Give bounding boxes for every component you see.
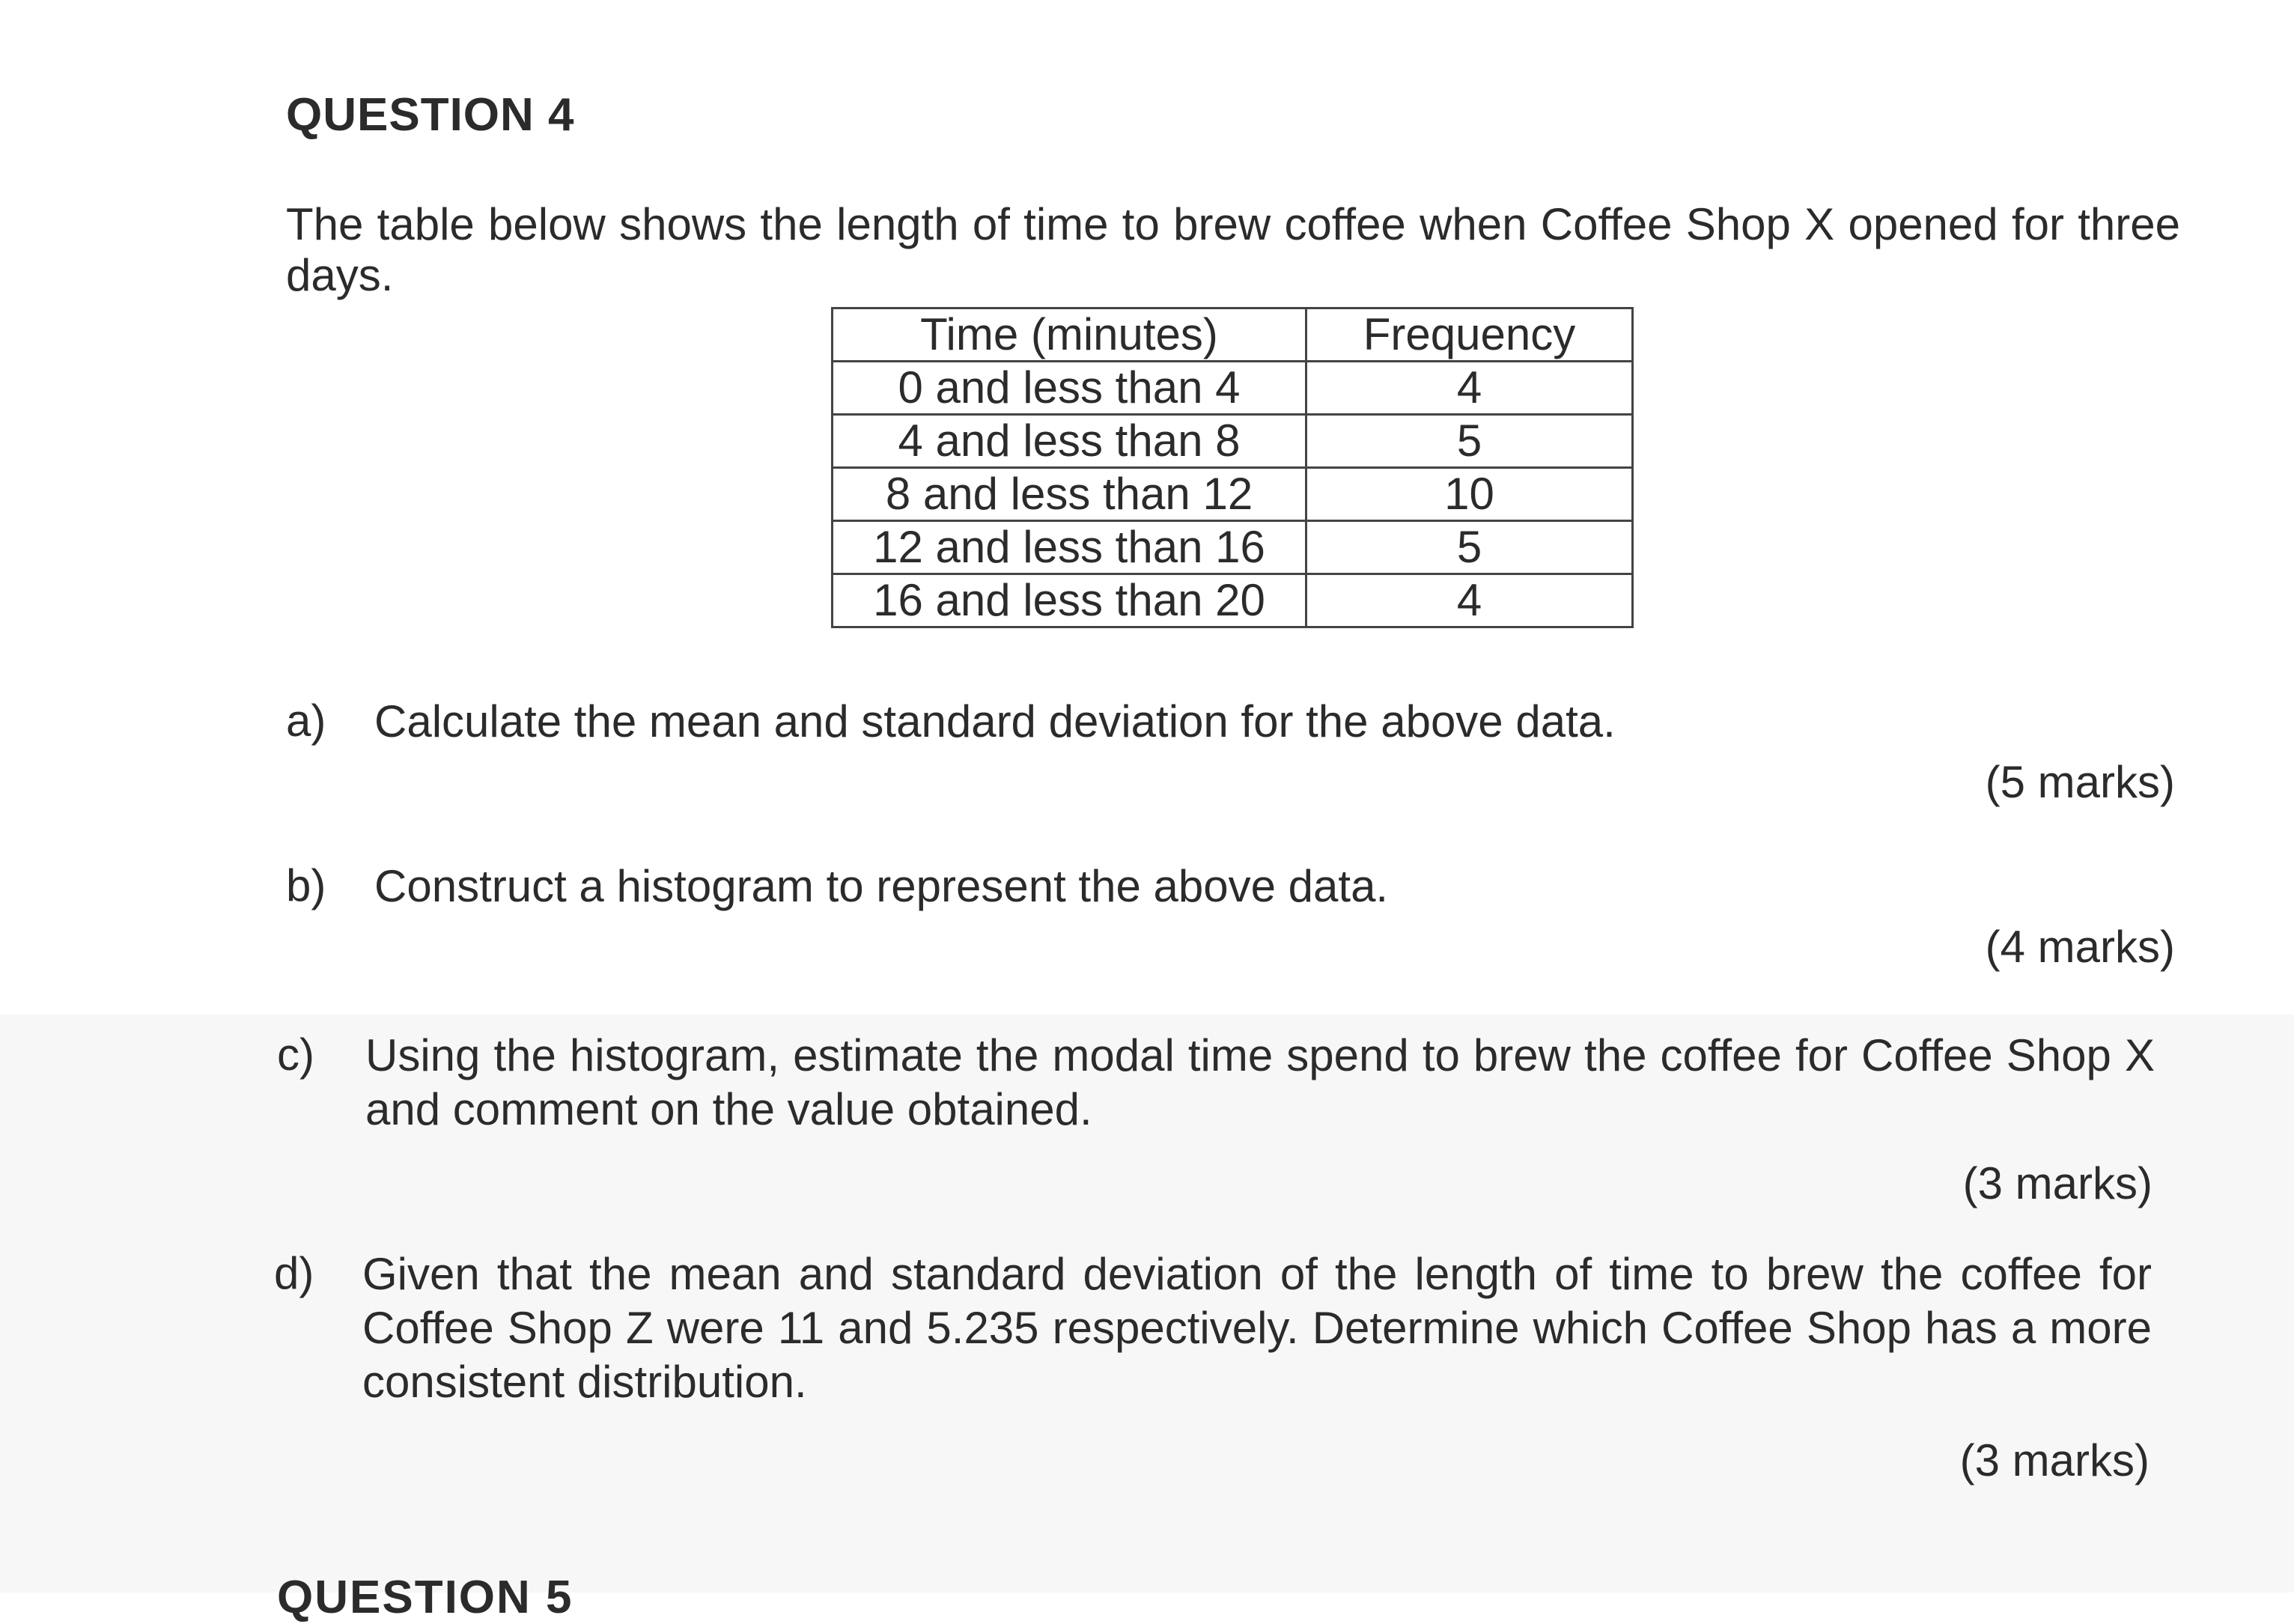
table-header-time: Time (minutes) — [833, 308, 1306, 362]
part-a-label: a) — [286, 696, 326, 746]
table-cell-frequency: 5 — [1306, 415, 1633, 468]
part-b-marks: (4 marks) — [1985, 922, 2175, 972]
part-a-text: Calculate the mean and standard deviation for the above data. — [374, 696, 1616, 746]
part-c-label: c) — [277, 1030, 314, 1080]
table-cell-time: 12 and less than 16 — [833, 521, 1306, 574]
table-cell-frequency: 10 — [1306, 468, 1633, 521]
next-question-title: QUESTION 5 — [277, 1572, 574, 1623]
question-intro: The table below shows the length of time to brew coffee when Coffee Shop X opened for three days. — [286, 199, 2180, 300]
table-row — [833, 362, 1633, 415]
part-d-marks: (3 marks) — [1959, 1435, 2150, 1485]
part-b-text: Construct a histogram to represent the above data. — [374, 861, 1389, 911]
question-title: QUESTION 4 — [286, 89, 575, 141]
table-row — [833, 574, 1633, 627]
table-cell-time: 0 and less than 4 — [833, 362, 1306, 415]
table-header-row — [833, 308, 1633, 362]
table-cell-frequency: 4 — [1306, 574, 1633, 627]
part-b-label: b) — [286, 860, 326, 910]
part-d-label: d) — [274, 1248, 314, 1298]
part-d-text: Given that the mean and standard deviation of the length of time to brew the coffee for Coffee Shop Z were 11 and 5.235 respectively. Determine which Coffee Shop has a more consistent distribution. — [362, 1249, 2152, 1407]
frequency-table — [831, 307, 1634, 628]
table-cell-frequency: 5 — [1306, 521, 1633, 574]
table-header-frequency: Frequency — [1306, 308, 1633, 362]
table-cell-time: 8 and less than 12 — [833, 468, 1306, 521]
part-c-marks: (3 marks) — [1962, 1158, 2152, 1208]
table-row — [833, 468, 1633, 521]
table-row — [833, 521, 1633, 574]
table-cell-time: 16 and less than 20 — [833, 574, 1306, 627]
table-cell-time: 4 and less than 8 — [833, 415, 1306, 468]
table-row — [833, 415, 1633, 468]
part-a-marks: (5 marks) — [1985, 757, 2175, 807]
table-cell-frequency: 4 — [1306, 362, 1633, 415]
part-c-text: Using the histogram, estimate the modal time spend to brew the coffee for Coffee Shop X and comment on the value obtained. — [365, 1030, 2155, 1134]
